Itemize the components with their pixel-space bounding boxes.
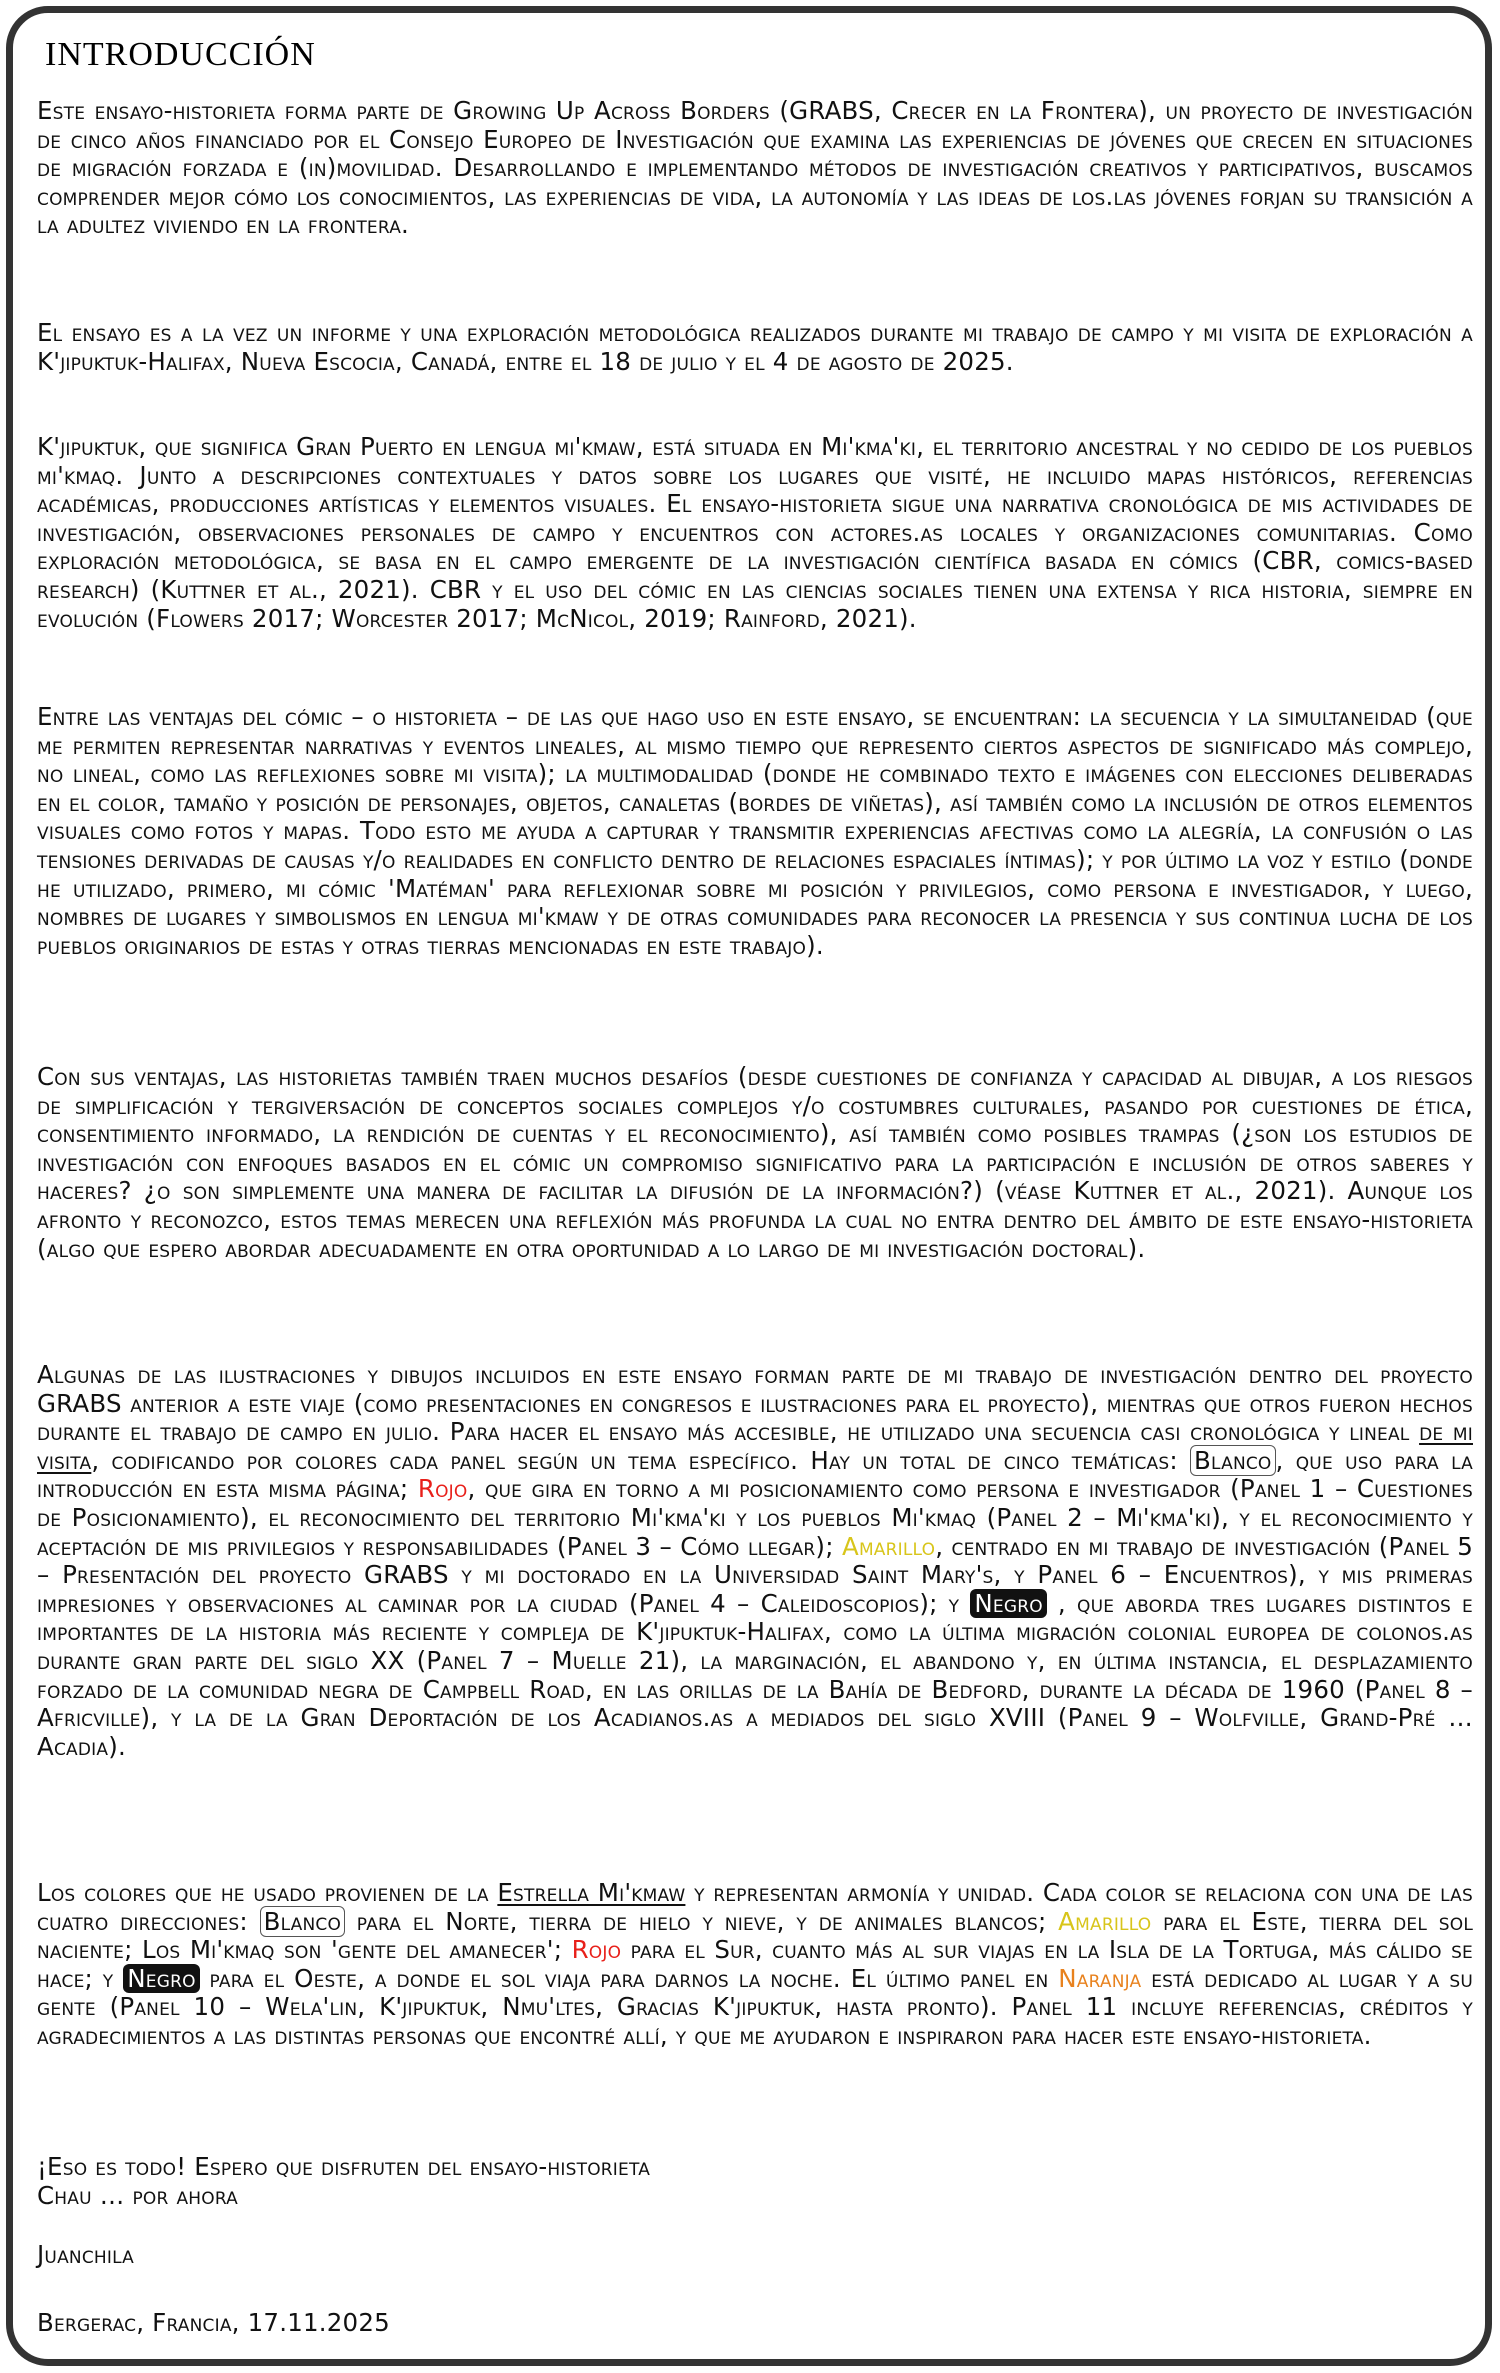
underlined-text: Estrella Mi'kmaw <box>497 1878 686 1907</box>
text-segment: Los colores que he usado provienen de la <box>37 1878 498 1907</box>
text-segment: para el Sur, cuanto más al sur viajas en la Isla de la Tortuga, más cálido se hace; y <box>37 1935 1473 1993</box>
closing-line-1: ¡Eso es todo! Espero que disfruten del ensayo-historieta <box>37 2152 651 2181</box>
text-segment: , que gira en torno a mi posicionamiento como persona e investigador (Panel 1 – Cuestiones de Posicionamiento), el reconocimiento del territorio Mi'kma'ki y los pueblos Mi'kmaq (Panel 2 – Mi'kma'ki), y el reconocimiento y aceptación de mis privilegios y responsabilidades (Panel 3 – Cómo llegar); <box>37 1474 1473 1561</box>
color-label-negro: Negro <box>123 1964 199 1993</box>
page-title: INTRODUCCIÓN <box>45 36 316 73</box>
text-segment: para el Este, tierra del sol naciente; Los Mi'kmaq son 'gente del amanecer'; <box>37 1906 1473 1965</box>
text-segment: , centrado en mi trabajo de investigación (Panel 5 – Presentación del proyecto GRABS y mi doctorado en la Universidad Saint Mary's, y Panel 6 – Encuentros), y mis primeras impresiones y observaciones al caminar por la ciudad (Panel 4 – Caleidoscopios); y <box>37 1531 1473 1618</box>
text-segment: para el Oeste, a donde el sol viaja para darnos la noche. El último panel en <box>199 1963 1059 1993</box>
color-label-negro: Negro <box>970 1589 1046 1618</box>
color-label-amarillo: Amarillo <box>841 1531 936 1561</box>
text-segment: Entre las ventajas del cómic – o historieta – de las que hago uso en este ensayo, se encuentran: la secuencia y la simultaneidad (que me permiten representar narrativas y eventos lineales, al mismo tiempo que represento ciertos aspectos de significado más complejo, no lineal, como las reflexiones sobre mi visita); la multimodalidad (donde he combinado texto e imágenes con elecciones deliberadas en el color, tamaño y posición de personajes, objetos, canaletas (bordes de viñetas), así también como la inclusión de otros elementos visuales como fotos y mapas. Todo esto me ayuda a capturar y transmitir experiencias afectivas como la alegría, la confusión o las tensiones derivadas de causas y/o realidades en conflicto dentro de relaciones espaciales íntimas); y por último la voz y estilo (donde he utilizado, primero, mi cómic 'Matéman' para reflexionar sobre mi posición y privilegios, como persona e investigador, y luego, nombres de lugares y simbolismos en lengua mi'kmaw y de otras comunidades para reconocer la presencia y sus continua lucha de los pueblos originarios de estas y otras tierras mencionadas en este trabajo). <box>37 702 1473 960</box>
text-segment: y representan armonía y unidad. Cada color se relaciona con una de las cuatro direcciones: <box>37 1878 1474 1936</box>
text-segment: Algunas de las ilustraciones y dibujos incluidos en este ensayo forman parte de mi trabajo de investigación dentro del proyecto GRABS anterior a este viaje (como presentaciones en congresos e ilustraciones para el proyecto), mientras que otros fueron hechos durante el trabajo de campo en julio. Para hacer el ensayo más accesible, he utilizado una secuencia casi cronológica y lineal <box>37 1360 1473 1447</box>
text-segment: , que uso para la introducción en esta misma página; <box>37 1445 1473 1504</box>
paragraph-kjipuktuk <box>37 433 1473 633</box>
paragraph-challenges <box>37 1063 1473 1263</box>
paragraph-advantages <box>37 703 1473 960</box>
paragraph-panels <box>37 1361 1473 1761</box>
paragraph-intro <box>37 97 1473 240</box>
text-segment: K'jipuktuk, que significa Gran Puerto en lengua mi'kmaw, está situada en Mi'kma'ki, el territorio ancestral y no cedido de los pueblos mi'kmaq. Junto a descripciones contextuales y datos sobre los lugares que visité, he incluido mapas históricos, referencias académicas, producciones artísticas y elementos visuales. El ensayo-historieta sigue una narrativa cronológica de mis actividades de investigación, observaciones personales de campo y encuentros con actores.as locales y organizaciones comunitarias. Como exploración metodológica, se basa en el campo emergente de la investigación científica basada en cómics (CBR, comics-based research) (Kuttner et al., 2021). CBR y el uso del cómic en las ciencias sociales tienen una extensa y rica historia, siempre en evolución (Flowers 2017; Worcester 2017; McNicol, 2019; Rainford, 2021). <box>37 432 1473 633</box>
closing-lines <box>37 2153 1473 2210</box>
signature: Juanchila <box>37 2240 134 2269</box>
text-segment: está dedicado al lugar y a su gente (Panel 10 – Wela'lin, K'jipuktuk, Nmu'ltes, Gracias K'jipuktuk, hasta pronto). Panel 11 incluye referencias, créditos y agradecimientos a las distintas personas que encontré allí, y que me ayudaron e inspiraron para hacer este ensayo-historieta. <box>37 1963 1473 2050</box>
color-label-blanco: Blanco <box>1190 1445 1275 1476</box>
underlined-text: de mi visita <box>37 1417 1473 1475</box>
color-label-rojo: Rojo <box>571 1935 622 1965</box>
paragraph-colors <box>37 1879 1473 2051</box>
panel-frame <box>6 6 1492 2366</box>
text-segment: El ensayo es a la vez un informe y una exploración metodológica realizados durante mi trabajo de campo y mi visita de exploración a K'jipuktuk-Halifax, Nueva Escocia, Canadá, entre el 18 de julio y el 4 de agosto de 2025. <box>37 318 1473 376</box>
text-segment: Este ensayo-historieta forma parte de Growing Up Across Borders (GRABS, Crecer en la Frontera), un proyecto de investigación de cinco años financiado por el Consejo Europeo de Investigación que examina las experiencias de jóvenes que crecen en situaciones de migración forzada e (in)movilidad. Desarrollando e implementando métodos de investigación creativos y participativos, buscamos comprender mejor cómo los conocimientos, las experiencias de vida, la autonomía y las ideas de los.las jóvenes forjan su transición a la adultez viviendo en la frontera. <box>37 96 1473 240</box>
color-label-amarillo: Amarillo <box>1058 1906 1152 1936</box>
color-label-naranja: Naranja <box>1058 1963 1142 1993</box>
color-label-rojo: Rojo <box>417 1474 468 1504</box>
place-date: Bergerac, Francia, 17.11.2025 <box>37 2308 390 2337</box>
text-segment: Con sus ventajas, las historietas también traen muchos desafíos (desde cuestiones de confianza y capacidad al dibujar, a los riesgos de simplificación y tergiversación de conceptos sociales complejos y/o costumbres culturales, pasando por cuestiones de ética, consentimiento informado, la rendición de cuentas y el reconocimiento), así también como posibles trampas (¿son los estudios de investigación con enfoques basados en el cómic un compromiso significativo para la participación e inclusión de otros saberes y haceres? ¿o son simplemente una manera de facilitar la difusión de la información?) (véase Kuttner et al., 2021). Aunque los afronto y reconozco, estos temas merecen una reflexión más profunda la cual no entra dentro del ámbito de este ensayo-historieta (algo que espero abordar adecuadamente en otra oportunidad a lo largo de mi investigación doctoral). <box>37 1062 1473 1263</box>
text-segment: , codificando por colores cada panel según un tema específico. Hay un total de cinco temáticas: <box>91 1445 1191 1475</box>
text-segment: , que aborda tres lugares distintos e importantes de la historia más reciente y compleja de K'jipuktuk-Halifax, como la última migración colonial europea de colonos.as durante gran parte del siglo XX (Panel 7 – Muelle 21), la marginación, el abandono y, en última instancia, el desplazamiento forzado de la comunidad negra de Campbell Road, en las orillas de la Bahía de Bedford, durante la década de 1960 (Panel 8 – Africville), y la de la Gran Deportación de los Acadianos.as a mediados del siglo XVIII (Panel 9 – Wolfville, Grand-Pré … Acadia). <box>37 1588 1473 1761</box>
text-segment: para el Norte, tierra de hielo y nieve, y de animales blancos; <box>345 1906 1059 1936</box>
closing-line-2: Chau … por ahora <box>37 2180 239 2210</box>
color-label-blanco: Blanco <box>260 1906 345 1937</box>
paragraph-report <box>37 319 1473 376</box>
